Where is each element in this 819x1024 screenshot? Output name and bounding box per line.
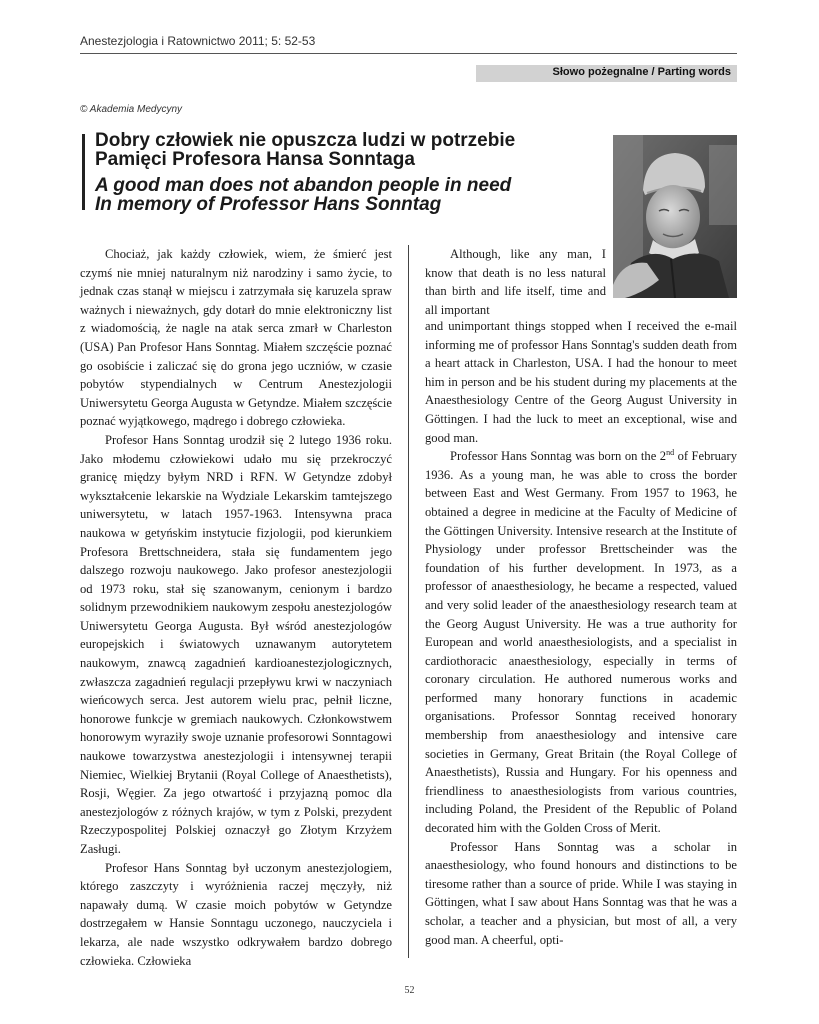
title-english-line-2: In memory of Professor Hans Sonntag (95, 194, 442, 215)
english-paragraph-1-continued: and unimportant things stopped when I received the e-mail informing me of professor Hans Sonntag's sudden death from a heart attack in Charleston, USA. I had the honour to meet him in person and be his student during my placements at the Anaesthesiology Centre of the Georg August University in Göttingen. I had the luck to meet an exceptional, wise and good man. (425, 319, 737, 445)
polish-paragraph-1: Chociaż, jak każdy człowiek, wiem, że śmierć jest czymś nie mniej naturalnym niż narodziny i samo życie, to jednak czas stanął w miejscu i zatrzymała się karuzela spraw ważnych i nieważnych, gdy dotarł do mnie elektroniczny list z wiadomością, że nagle na atak serca zmarł w Charleston (USA) Pan Profesor Hans Sonntag. Miałem szczęście poznać go osobiście i zaliczać się do grona jego uczniów, w czasie pobytów stypendialnych w Centrum Anestezjologii Uniwersytetu Georga Augusta w Getyndze. Miałem szczęście poznać wyjątkowego, mądrego i dobrego człowieka. (80, 247, 392, 429)
ordinal-suffix: nd (666, 447, 675, 457)
english-paragraph-2-rest: of February 1936. As a young man, he was able to cross the border between East and West Germany. From 1957 to 1963, he obtained a degree in medicine at the Faculty of Medicine of the Göttingen University. Intensive research at the Institute of Physiology under professor Brettscheinder was the foundation of his further development. In 1973, as a professor of anaesthesiology, he became a respected, valued and very solid leader of the anaesthesiology research team at the Georg August University. He was a true authority for European and world anaesthesiologists, and a specialist in cardiothoracic anaesthesiology, especially in terms of coronary circulation. He authored numerous works and performed many honorary functions in academic organisations. Professor Sonntag received honorary membership from anaesthesiology and intensive care societies in Germany, Great Britain (the Royal College of Anaesthetists), Russia and Hungary. For his openness and friendliness to anaesthesiologists from various countries, including Poland, the President of the Republic of Poland decorated him with the Golden Cross of Merit. (425, 449, 738, 836)
polish-paragraph-2: Profesor Hans Sonntag urodził się 2 lutego 1936 roku. Jako młodemu człowiekowi udało mu się przekroczyć granicę między byłym NRD i RFN. W Getyndze zdobył wykształcenie lekarskie na Wydziale Lekarskim tamtejszego uniwersytetu, w latach 1957-1963. Intensywna praca naukowa w getyńskim instytucie fizjologii, pod kierunkiem Profesora Brettschneidera, stała się fundamentem jego dalszego rozwoju naukowego. Jako profesor anestezjologii od 1973 roku, stał się szanowanym, cenionym i bardzo solidnym przewodnikiem naukowym zespołu anestezjologów Uniwersytetu Georga Augusta. Był wśród anestezjologów europejskich i światowych uznawanym autorytetem naukowym, znawcą zagadnień kardioanestezjologicznych, zwłaszcza zagadnień regulacji przepływu krwi w naczyniach wieńcowych serca. Jest autorem wielu prac, pełnił liczne, honorowe funkcje w gremiach naukowych. Członkowstwem honorowym wyraziły swoje uznanie profesorowi Sonntagowi naukowe towarzystwa anestezjologii i intensywnej terapii Niemiec, Wielkiej Brytanii (Royal College of Anaesthetists), Rosji, Węgier. Za jego otwartość i przyjazną pomoc dla anestezjologów z różnych krajów, w tym z Polski, prezydent Rzeczypospolitej Polskiej oznaczył go Złotym Krzyżem Zasługi. (80, 432, 392, 856)
english-text-column (425, 317, 737, 949)
page-number: 52 (404, 985, 415, 996)
title-polish (95, 131, 615, 169)
title-polish-line-2: Pamięci Profesora Hansa Sonntaga (95, 149, 415, 170)
english-paragraph-2 (425, 447, 737, 837)
polish-paragraph-3: Profesor Hans Sonntag był uczonym anestezjologiem, którego zaszczyty i wyróżnienia raczej męczyły, niż napawały dumą. W czasie moich pobytów w Getyndze dostrzegałem w Hansie Sonntagu uczonego, nauczyciela i lekarza, ale nade wszystko odkrywałem bardzo dobrego człowieka. Człowieka (80, 860, 392, 968)
title-english-line-1: A good man does not abandon people in need (95, 175, 512, 196)
copyright-note: © Akademia Medycyny (80, 104, 183, 115)
english-text-column-top (425, 245, 606, 319)
column-divider (408, 245, 409, 958)
english-paragraph-1-start: Although, like any man, I know that death is no less natural than birth and life itself, time and all important (425, 247, 606, 317)
english-paragraph-2-start: Professor Hans Sonntag was born on the 2 (450, 449, 667, 464)
journal-citation: Anestezjologia i Ratownictwo 2011; 5: 52-53 (80, 34, 316, 48)
section-label: Słowo pożegnalne / Parting words (552, 66, 731, 78)
title-accent-bar (82, 134, 85, 210)
portrait-photo-image (613, 135, 737, 298)
english-paragraph-3: Professor Hans Sonntag was a scholar in anaesthesiology, who found honours and distinctions to be tiresome rather than a source of pride. While I was staying in Göttingen, what I saw about Hans Sonntag was that he was a scholar, a teacher and a physician, but most of all, a very good man. A cheerful, opti- (425, 839, 737, 947)
portrait-photo (613, 135, 737, 298)
polish-text-column (80, 245, 392, 970)
title-english (95, 176, 615, 214)
section-bar (476, 65, 737, 82)
header-rule (80, 53, 737, 54)
title-polish-line-1: Dobry człowiek nie opuszcza ludzi w potrzebie (95, 130, 516, 151)
